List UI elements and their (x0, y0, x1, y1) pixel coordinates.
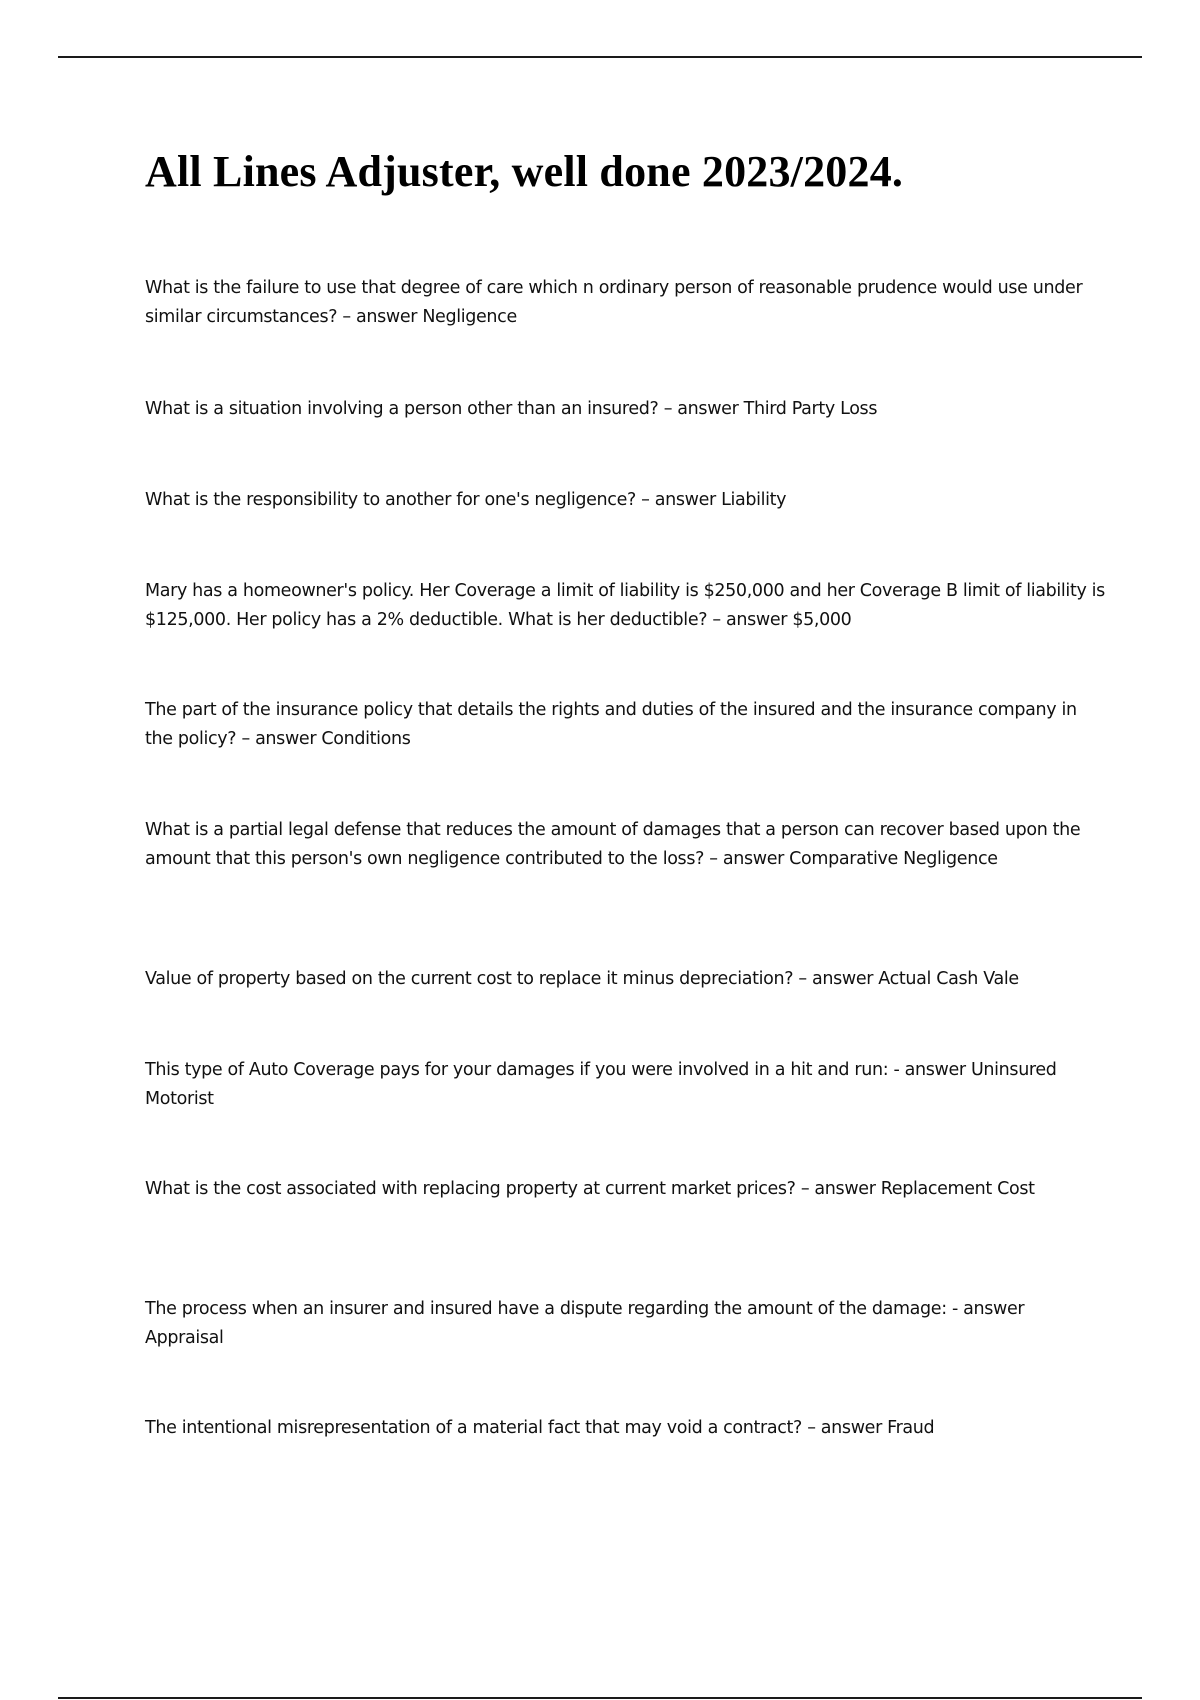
qa-item: The part of the insurance policy that details the rights and duties of the insured and the insurance company in the policy? – answer Conditions (145, 700, 1077, 749)
qa-item: What is the cost associated with replacing property at current market prices? – answer Replacement Cost (145, 1179, 1035, 1199)
qa-item: What is a situation involving a person other than an insured? – answer Third Party Loss (145, 399, 878, 419)
qa-item: This type of Auto Coverage pays for your damages if you were involved in a hit and run: - answer Uninsured Motorist (145, 1060, 1057, 1109)
qa-item: Value of property based on the current cost to replace it minus depreciation? – answer Actual Cash Vale (145, 969, 1019, 989)
footer-rule (58, 1697, 1142, 1699)
qa-item: Mary has a homeowner's policy. Her Coverage a limit of liability is $250,000 and her Coverage B limit of liability is $125,000. Her policy has a 2% deductible. What is her deductible? – answer $5,000 (145, 581, 1105, 630)
qa-item: What is the responsibility to another for one's negligence? – answer Liability (145, 490, 787, 510)
qa-item: The intentional misrepresentation of a material fact that may void a contract? – answer Fraud (145, 1418, 935, 1438)
qa-item: What is a partial legal defense that reduces the amount of damages that a person can recover based upon the amount that this person's own negligence contributed to the loss? – answer Comparative Negligence (145, 820, 1081, 869)
qa-item: What is the failure to use that degree of care which n ordinary person of reasonable prudence would use under similar circumstances? – answer Negligence (145, 278, 1083, 327)
header-rule (58, 56, 1142, 58)
document-title: All Lines Adjuster, well done 2023/2024. (145, 147, 904, 196)
qa-item: The process when an insurer and insured have a dispute regarding the amount of the damage: - answer Appraisal (145, 1299, 1025, 1348)
